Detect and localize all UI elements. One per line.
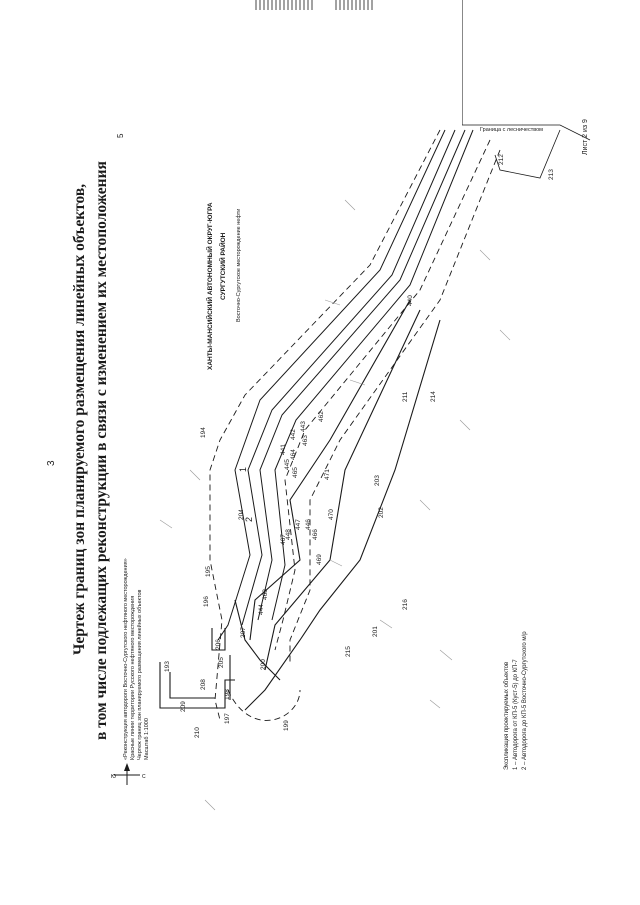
note-line: Красные линии территории Русского нефтяного месторождения	[130, 595, 136, 760]
point-label: 207	[240, 627, 247, 638]
point-label: 204	[238, 509, 245, 520]
point-label: 444	[258, 604, 265, 615]
north-label: Ю	[111, 774, 117, 780]
point-label: 466	[312, 529, 319, 540]
note-line: Чертеж границ зон планируемого размещения линейных объектов	[137, 589, 143, 760]
page-number: 3	[46, 460, 57, 466]
point-label: 213	[548, 169, 555, 180]
point-label: 197	[224, 713, 231, 724]
point-label: 463	[302, 435, 309, 446]
point-label: 441	[280, 444, 287, 455]
point-label: 205	[218, 657, 225, 668]
point-label: 440	[407, 295, 414, 306]
point-label: 200	[260, 659, 267, 670]
point-label: 465	[292, 467, 299, 478]
point-label: 467	[280, 534, 287, 545]
point-label: 468	[262, 589, 269, 600]
zone-label: 1	[238, 466, 248, 472]
south-label: С	[142, 774, 146, 780]
sheet-label: Лист 2 из 9	[582, 119, 589, 155]
org-label-district: СУРГУТСКИЙ РАЙОН	[220, 232, 227, 300]
legend-heading: Экспликация проектируемых объектов	[504, 661, 510, 770]
point-label: 446	[305, 519, 312, 530]
point-label: 206	[215, 639, 222, 650]
north-arrow-icon	[111, 763, 146, 785]
legend-item: 1 – Автодорога от КП-5 (Куст-5) до КП-7	[513, 659, 519, 770]
point-label: 448	[285, 529, 292, 540]
point-label: 464	[290, 449, 297, 460]
point-label: 212	[498, 154, 505, 165]
point-label: 471	[324, 469, 331, 480]
boundary-label: Граница с лесничеством	[480, 127, 543, 133]
point-label: 462	[318, 411, 325, 422]
note-line: «Реконструкция автодороги Восточно-Сургутского нефтяного месторождения»	[123, 558, 129, 760]
point-label: 193	[164, 661, 171, 672]
point-label: 195	[205, 566, 212, 577]
point-label: 196	[203, 596, 210, 607]
point-label: 203	[374, 475, 381, 486]
point-label: 216	[402, 599, 409, 610]
point-label: 214	[430, 391, 437, 402]
point-label: 445	[284, 459, 291, 470]
field-label: Восточно-Сургутское месторождение нефти	[236, 208, 242, 322]
drawing-title-line2: в том числе подлежащих реконструкции в связи с изменением их местоположения	[93, 161, 110, 740]
point-label: 443	[300, 421, 307, 432]
point-label: 442	[290, 429, 297, 440]
point-label: 209	[180, 701, 187, 712]
point-label: 202	[378, 507, 385, 518]
drawing-title-line1: Чертеж границ зон планируемого размещения линейных объектов,	[71, 183, 88, 655]
point-label: 194	[200, 427, 207, 438]
point-label: 201	[372, 626, 379, 637]
point-label: 208	[200, 679, 207, 690]
note-line: Масштаб 1:1000	[144, 718, 150, 760]
org-label: ХАНТЫ-МАНСИЙСКИЙ АВТОНОМНЫЙ ОКРУГ-ЮГРА	[207, 202, 214, 370]
point-label: 215	[345, 646, 352, 657]
point-label: 198	[224, 689, 231, 700]
legend-item: 2 – Автодорога до КП-5 Восточно-Сургутского м/р	[522, 631, 528, 770]
point-label: 447	[295, 519, 302, 530]
point-label: 470	[328, 509, 335, 520]
point-label: 199	[283, 720, 290, 731]
point-label: 210	[194, 727, 201, 738]
point-label: 469	[316, 554, 323, 565]
zone-label: 2	[244, 516, 254, 522]
point-label: 211	[402, 391, 409, 402]
page-number-small: 5	[116, 133, 125, 138]
